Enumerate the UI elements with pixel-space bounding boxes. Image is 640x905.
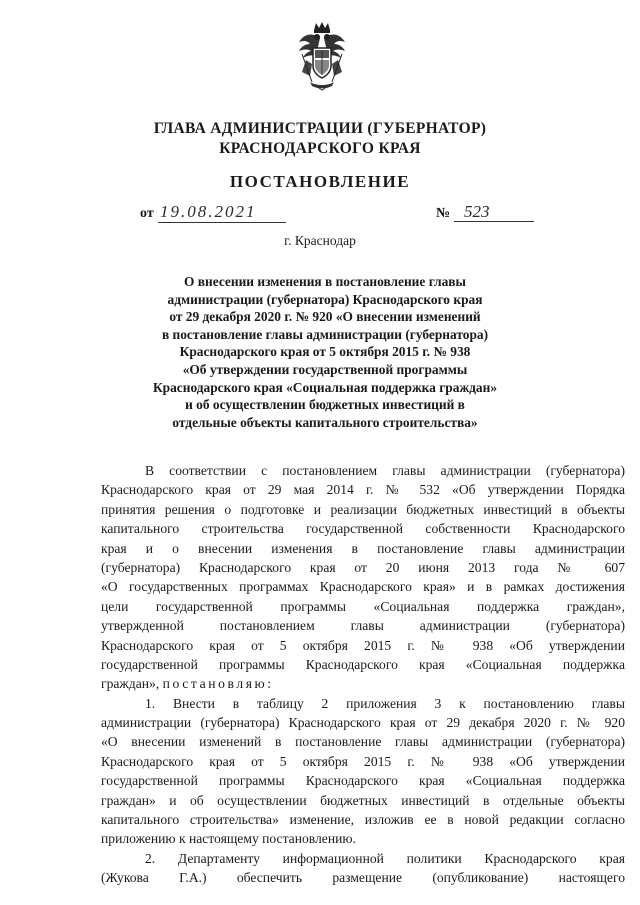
body-line-prefix: граждан», xyxy=(101,676,160,692)
body-line: капитального строительства» изменение, изложив ее в новой редакции согласно xyxy=(101,812,625,828)
body-line: В соответствии с постановлением главы администрации (губернатора) xyxy=(145,463,625,478)
document-type-heading: ПОСТАНОВЛЕНИЕ xyxy=(229,172,411,191)
title-line: администрации (губернатора) Краснодарского края xyxy=(167,291,483,307)
date-number-row xyxy=(140,202,540,224)
body-line: приложению к настоящему постановлению. xyxy=(101,831,356,847)
body-line: «О внесении изменений в постановление главы администрации (губернатора) xyxy=(101,734,625,750)
resolution-title xyxy=(140,273,510,431)
body-line: Краснодарского края от 5 октября 2015 г. № 938 «Об утверждении xyxy=(101,753,625,769)
body-line: 2. Департаменту информационной политики Краснодарского края xyxy=(145,850,625,866)
body-line: Краснодарского края от 29 мая 2014 г. № 532 «Об утверждении Порядка xyxy=(101,482,625,498)
body-text xyxy=(101,461,625,888)
title-line: Краснодарского края «Социальная поддержка граждан» xyxy=(152,379,498,395)
title-line: от 29 декабря 2020 г. № 920 «О внесении изменений xyxy=(169,309,481,325)
body-line: края и о внесении изменения в постановление главы администрации xyxy=(101,540,625,556)
body-line: «О государственных программах Краснодарского края» и в рамках достижения xyxy=(101,579,625,595)
body-line: (губернатора) Краснодарского края от 20 июня 2013 года № 607 xyxy=(101,559,625,575)
city-label: г. Краснодар xyxy=(284,233,356,248)
title-line: и об осуществлении бюджетных инвестиций в xyxy=(185,397,465,413)
number-prefix: № xyxy=(436,206,451,221)
title-line: отдельные объекты капитального строительства» xyxy=(172,414,478,430)
title-line: Краснодарского края от 5 октября 2015 г. № 938 xyxy=(179,344,471,360)
title-line: «Об утверждении государственной программы xyxy=(182,361,468,377)
body-line: принятия решения о подготовке и реализации бюджетных инвестиций в объекты xyxy=(101,501,625,517)
authority-title-line2: КРАСНОДАРСКОГО КРАЯ xyxy=(219,140,421,157)
body-line xyxy=(101,674,625,693)
body-line: цели государственной программы «Социальная поддержка граждан», xyxy=(101,598,625,614)
handwritten-date: 19.08.2021 xyxy=(158,202,286,223)
body-line: утвержденной постановлением главы администрации (губернатора) xyxy=(101,618,625,634)
body-line: (Жукова Г.А.) обеспечить размещение (опубликование) настоящего xyxy=(101,870,625,886)
title-line: О внесении изменения в постановление главы xyxy=(184,274,466,289)
handwritten-number: 523 xyxy=(454,202,534,222)
authority-title-line1: ГЛАВА АДМИНИСТРАЦИИ (ГУБЕРНАТОР) xyxy=(153,120,487,137)
title-line: в постановление главы администрации (губернатора) xyxy=(161,326,489,342)
body-line: 1. Внести в таблицу 2 приложения 3 к постановлению главы xyxy=(145,695,625,711)
body-line: государственной программы Краснодарского края «Социальная поддержка xyxy=(101,656,625,672)
body-line: граждан» и об осуществлении бюджетных инвестиций в отдельные объекты xyxy=(101,792,625,808)
body-line: капитального строительства государственной собственности Краснодарского xyxy=(101,521,625,537)
date-prefix: от xyxy=(140,206,154,221)
coat-of-arms-icon xyxy=(296,20,348,92)
resolve-word: постановляю: xyxy=(162,676,274,692)
body-line: государственной программы Краснодарского края «Социальная поддержка xyxy=(101,773,625,789)
body-line: Краснодарского края от 5 октября 2015 г. № 938 «Об утверждении xyxy=(101,637,625,653)
body-line: администрации (губернатора) Краснодарского края от 29 декабря 2020 г. № 920 xyxy=(101,715,625,731)
